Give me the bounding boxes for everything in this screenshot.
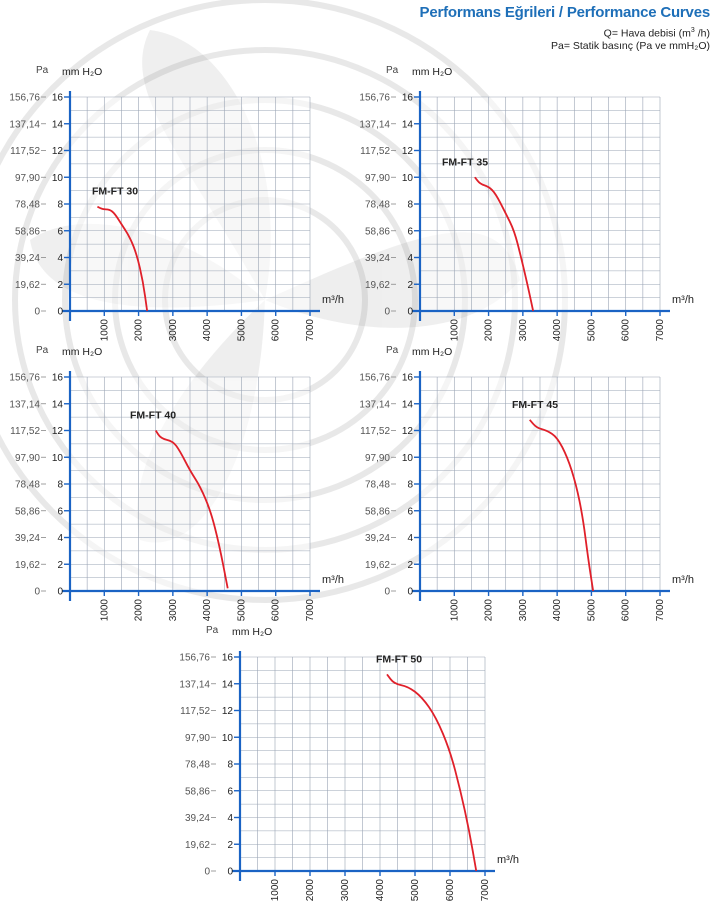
pa-tick-label: 0	[384, 586, 390, 598]
x-tick-label: 3000	[517, 599, 529, 622]
y-axis-label: mm H₂O	[62, 66, 103, 78]
pa-tick-label: 97,90	[364, 172, 390, 184]
pa-tick-label: 19,62	[364, 279, 390, 291]
x-tick-label: 5000	[586, 599, 598, 622]
y-tick-label: 4	[57, 533, 63, 544]
y-axis-label: mm H₂O	[412, 346, 453, 358]
y-tick-label: 8	[57, 199, 63, 211]
x-tick-label: 7000	[305, 319, 316, 342]
pa-axis-label: Pa	[386, 65, 399, 76]
x-tick-label: 1000	[449, 599, 461, 622]
y-axis-label: mm H₂O	[412, 66, 453, 78]
x-tick-label: 3000	[517, 319, 529, 342]
x-tick-label: 3000	[167, 319, 179, 342]
y-tick-label: 4	[57, 253, 63, 264]
x-axis-label: m³/h	[322, 574, 344, 586]
x-axis-label: m³/h	[322, 294, 344, 306]
y-axis-label: mm H₂O	[62, 346, 103, 358]
pa-tick-label: 78,48	[364, 479, 390, 491]
y-tick-label: 14	[51, 119, 63, 131]
pa-tick-label: 19,62	[184, 839, 210, 851]
y-tick-label: 16	[401, 92, 413, 104]
pa-tick-label: 39,24	[14, 533, 40, 544]
y-tick-label: 0	[407, 306, 413, 318]
y-tick-label: 6	[57, 506, 63, 518]
pa-tick-label: 58,86	[184, 786, 210, 798]
pa-axis-label: Pa	[206, 625, 219, 636]
x-tick-label: 7000	[655, 319, 666, 342]
page-title: Performans Eğrileri / Performance Curves	[419, 4, 710, 21]
pa-tick-label: 117,52	[360, 146, 390, 157]
pa-tick-label: 0	[34, 306, 40, 318]
pa-tick-label: 156,76	[179, 652, 210, 664]
pa-tick-label: 137,14	[9, 119, 40, 131]
x-tick-label: 6000	[270, 599, 282, 622]
x-tick-label: 7000	[305, 599, 316, 622]
y-tick-label: 12	[51, 146, 63, 157]
x-axis-label: m³/h	[672, 574, 694, 586]
pa-tick-label: 78,48	[364, 199, 390, 211]
y-tick-label: 14	[401, 399, 413, 411]
pa-tick-label: 97,90	[14, 452, 40, 464]
y-tick-label: 14	[51, 399, 63, 411]
y-tick-label: 12	[401, 426, 413, 437]
y-tick-label: 16	[221, 652, 233, 664]
x-tick-label: 7000	[655, 599, 666, 622]
y-tick-label: 0	[227, 866, 233, 878]
x-tick-label: 4000	[552, 599, 564, 622]
x-tick-label: 2000	[133, 599, 145, 622]
x-tick-label: 1000	[99, 319, 111, 342]
legend-flow: Q= Hava debisi ($m^3$ /h)	[603, 27, 710, 40]
y-tick-label: 6	[227, 786, 233, 798]
pa-tick-label: 156,76	[9, 92, 40, 104]
pa-tick-label: 137,14	[359, 399, 390, 411]
pa-tick-label: 58,86	[364, 506, 390, 518]
pa-axis-label: Pa	[36, 345, 49, 356]
y-tick-label: 10	[51, 452, 63, 464]
y-tick-label: 10	[401, 452, 413, 464]
y-tick-label: 12	[401, 146, 413, 157]
x-tick-label: 3000	[167, 599, 179, 622]
pa-tick-label: 117,52	[10, 426, 40, 437]
x-tick-label: 4000	[552, 319, 564, 342]
pa-tick-label: 58,86	[364, 226, 390, 238]
y-tick-label: 2	[57, 279, 63, 291]
y-tick-label: 2	[57, 559, 63, 571]
y-tick-label: 16	[51, 92, 63, 104]
pa-tick-label: 78,48	[14, 479, 40, 491]
series-label: FM-FT 45	[512, 398, 559, 411]
series-label: FM-FT 50	[376, 653, 423, 666]
x-axis-label: m³/h	[497, 854, 519, 866]
x-axis-label: m³/h	[672, 294, 694, 306]
y-tick-label: 12	[51, 426, 63, 437]
pa-tick-label: 117,52	[180, 706, 210, 717]
pa-axis-label: Pa	[386, 345, 399, 356]
pa-tick-label: 0	[34, 586, 40, 598]
pa-tick-label: 78,48	[14, 199, 40, 211]
pa-tick-label: 39,24	[14, 253, 40, 264]
x-tick-label: 5000	[410, 879, 421, 902]
y-tick-label: 8	[407, 479, 413, 491]
y-tick-label: 8	[57, 479, 63, 491]
y-tick-label: 4	[407, 253, 413, 264]
y-tick-label: 4	[227, 813, 233, 824]
pa-tick-label: 58,86	[14, 506, 40, 518]
x-tick-label: 4000	[202, 599, 214, 622]
y-tick-label: 0	[57, 306, 63, 318]
y-axis-label: mm H₂O	[232, 626, 273, 638]
x-tick-label: 2000	[483, 318, 495, 342]
x-tick-label: 2000	[305, 879, 316, 902]
y-tick-label: 12	[221, 706, 233, 717]
x-tick-label: 5000	[236, 319, 248, 342]
y-tick-label: 8	[227, 759, 233, 771]
series-label: FM-FT 40	[130, 409, 177, 422]
y-tick-label: 16	[401, 372, 413, 384]
y-tick-label: 6	[57, 226, 63, 238]
x-tick-label: 5000	[236, 599, 248, 622]
pa-tick-label: 97,90	[14, 172, 40, 184]
x-tick-label: 7000	[480, 879, 491, 902]
pa-tick-label: 156,76	[9, 372, 40, 384]
series-label: FM-FT 30	[92, 185, 139, 198]
x-tick-label: 1000	[99, 599, 111, 622]
x-tick-label: 6000	[620, 319, 632, 342]
pa-tick-label: 117,52	[360, 426, 390, 437]
y-tick-label: 6	[407, 226, 413, 238]
pa-axis-label: Pa	[36, 65, 49, 76]
y-tick-label: 4	[407, 533, 413, 544]
pa-tick-label: 39,24	[364, 253, 390, 264]
pa-tick-label: 19,62	[14, 279, 40, 291]
pa-tick-label: 156,76	[359, 92, 390, 104]
pa-tick-label: 156,76	[359, 372, 390, 384]
y-tick-label: 10	[401, 172, 413, 184]
x-tick-label: 6000	[445, 879, 456, 902]
pa-tick-label: 97,90	[184, 732, 210, 744]
y-tick-label: 14	[221, 679, 233, 691]
pa-tick-label: 58,86	[14, 226, 40, 238]
y-tick-label: 2	[227, 839, 233, 851]
y-tick-label: 16	[51, 372, 63, 384]
y-tick-label: 10	[51, 172, 63, 184]
series-label: FM-FT 35	[442, 156, 489, 169]
x-tick-label: 1000	[270, 879, 281, 902]
pa-tick-label: 39,24	[184, 813, 210, 824]
y-tick-label: 10	[221, 732, 233, 744]
pa-tick-label: 39,24	[364, 533, 390, 544]
y-tick-label: 0	[407, 586, 413, 598]
x-tick-label: 2000	[133, 319, 145, 342]
pa-tick-label: 19,62	[364, 559, 390, 571]
x-tick-label: 1000	[449, 319, 461, 342]
y-tick-label: 2	[407, 559, 413, 571]
y-tick-label: 14	[401, 119, 413, 131]
pa-tick-label: 78,48	[184, 759, 210, 771]
pa-tick-label: 137,14	[359, 119, 390, 131]
pa-tick-label: 0	[384, 306, 390, 318]
legend-pressure: Pa= Statik basınç (Pa ve mmH₂O)	[550, 40, 710, 52]
y-tick-label: 2	[407, 279, 413, 291]
x-tick-label: 6000	[620, 599, 632, 622]
pa-tick-label: 117,52	[10, 146, 40, 157]
pa-tick-label: 97,90	[364, 452, 390, 464]
x-tick-label: 6000	[270, 319, 282, 342]
x-tick-label: 2000	[483, 599, 495, 622]
y-tick-label: 6	[407, 506, 413, 518]
pa-tick-label: 19,62	[14, 559, 40, 571]
pa-tick-label: 137,14	[179, 679, 210, 691]
x-tick-label: 5000	[586, 319, 598, 342]
pa-tick-label: 0	[204, 866, 210, 878]
y-tick-label: 8	[407, 199, 413, 211]
x-tick-label: 3000	[340, 879, 351, 902]
x-tick-label: 4000	[375, 879, 386, 902]
pa-tick-label: 137,14	[9, 399, 40, 411]
x-tick-label: 4000	[202, 319, 214, 342]
y-tick-label: 0	[57, 586, 63, 598]
